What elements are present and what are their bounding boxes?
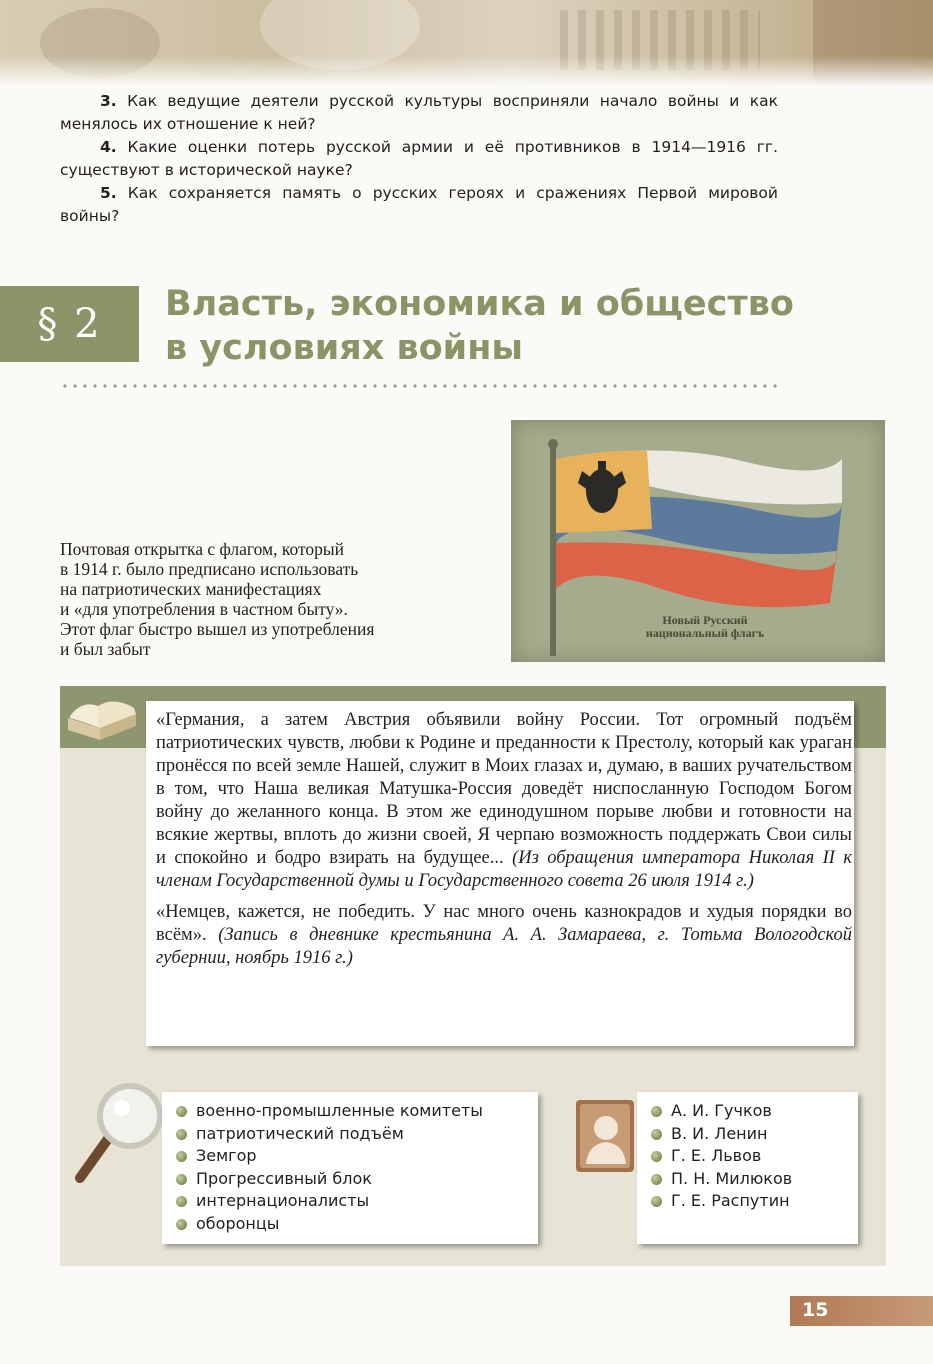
magnifier-icon — [70, 1078, 170, 1188]
term-item: интернационалисты — [174, 1190, 483, 1213]
person-item: В. И. Ленин — [649, 1123, 792, 1146]
section-title — [165, 282, 805, 370]
person-item: Г. Е. Распутин — [649, 1190, 792, 1213]
decorative-header-banner — [0, 0, 933, 86]
section-number-badge: § 2 — [0, 286, 139, 362]
term-item: оборонцы — [174, 1213, 483, 1236]
person-item: А. И. Гучков — [649, 1100, 792, 1123]
question-3: 3. Как ведущие деятели русской культуры восприняли начало войны и как менялось их отношение к ней? — [60, 92, 778, 133]
historical-quotes — [146, 701, 854, 1046]
term-item: военно-промышленные комитеты — [174, 1100, 483, 1123]
person-item: П. Н. Милюков — [649, 1168, 792, 1191]
open-book-icon — [62, 688, 142, 744]
section-title-line-1: Власть, экономика и общество — [165, 284, 794, 324]
flag-postcard-image — [511, 420, 885, 662]
dotted-divider — [60, 384, 778, 388]
person-silhouette-icon — [576, 1100, 634, 1172]
figure-caption: Почтовая открытка с флагом, который в 1914 г. было предписано использовать на патриотических манифестациях и «для употребления в частном быту». Этот флаг быстро вышел из употребления и был забыт — [60, 539, 375, 659]
key-persons-list — [637, 1092, 858, 1244]
quote-nicholas: «Германия, а затем Австрия объявили войну России. Тот огромный подъём патриотических чувств, любви к Родине и преданности к Престолу, который как ураган пронёсся по всей земле Нашей, служит в Моих глазах и, думаю, в ваших ручательством в том, что Наша великая Матушка-Россия доведёт ниспосланную Господом Богом войну до желанного конца. В этом же единодушном порыве любви и готовности на всякие жертвы, вплоть до жизни своей, Я черпаю возможность поддержать Свои силы и спокойно и бодро взирать на будущее... (Из обращения императора Николая II к членам Государственной думы и Государственного совета 26 июля 1914 г.) — [156, 710, 852, 891]
term-item: Земгор — [174, 1145, 483, 1168]
quote-zamaraev: «Немцев, кажется, не победить. У нас много очень казнокрадов и худыя порядки во всём». (Запись в дневнике крестьянина А. А. Замараева, г. Тотьма Вологодской губернии, ноябрь 1916 г.) — [156, 902, 852, 968]
review-questions — [60, 90, 778, 228]
term-item: патриотический подъём — [174, 1123, 483, 1146]
postcard-inscription: Новый Русский национальный флагъ — [645, 613, 765, 640]
person-item: Г. Е. Львов — [649, 1145, 792, 1168]
question-4: 4. Какие оценки потерь русской армии и её противников в 1914—1916 гг. существуют в исторической науке? — [60, 138, 778, 179]
key-terms-list — [162, 1092, 538, 1244]
section-title-line-2: в условиях войны — [165, 328, 524, 368]
term-item: Прогрессивный блок — [174, 1168, 483, 1191]
question-5: 5. Как сохраняется память о русских героях и сражениях Первой мировой войны? — [60, 184, 778, 225]
page-number: 15 — [790, 1296, 933, 1326]
